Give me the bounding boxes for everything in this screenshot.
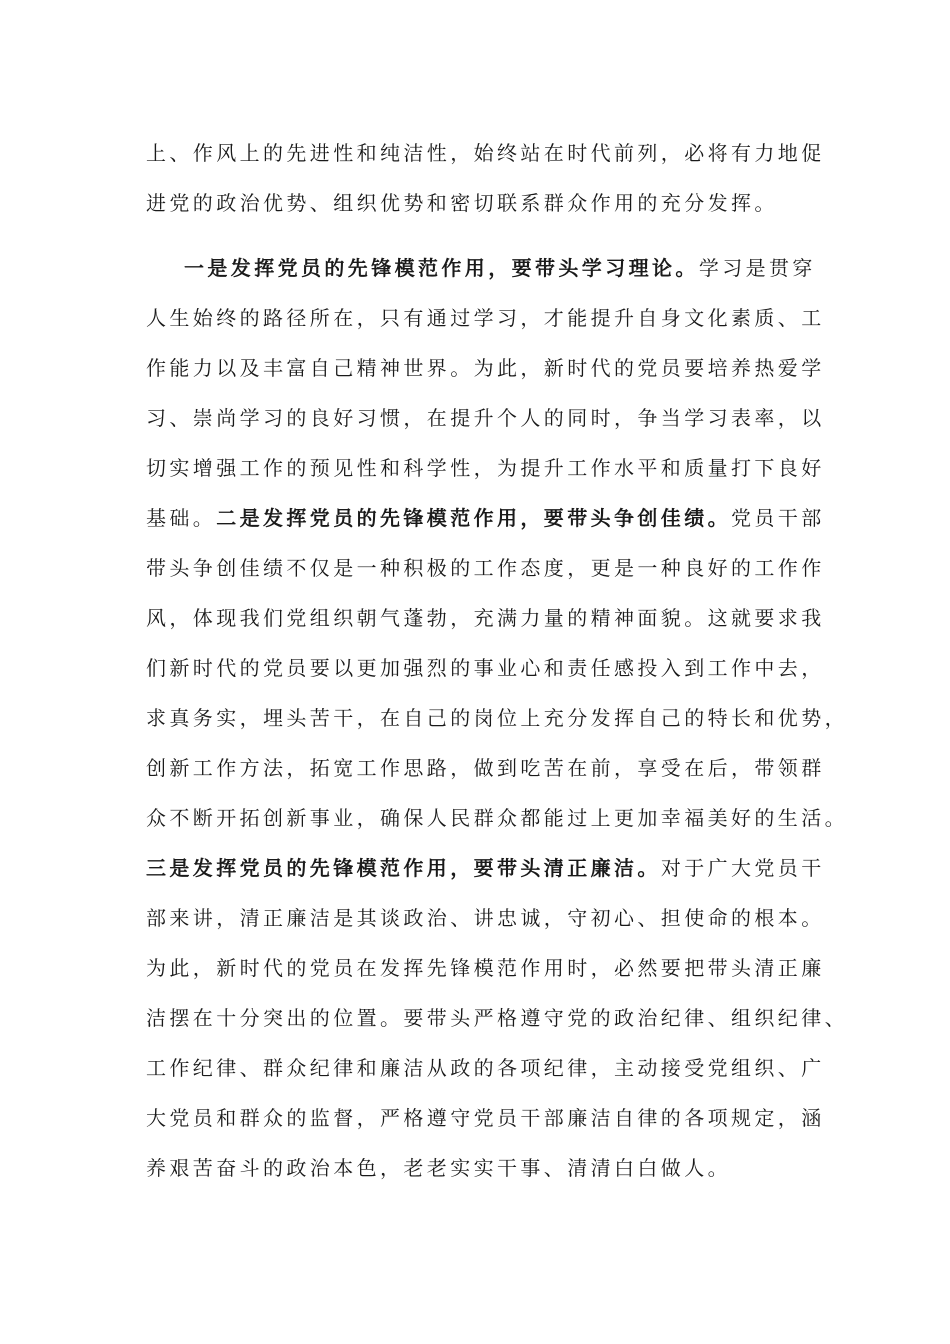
- text-line: [146, 503, 825, 533]
- body-text: 对于广大党员干: [660, 856, 825, 880]
- text-line: [146, 653, 825, 683]
- body-text: 们新时代的党员要以更加强烈的事业心和责任感投入到工作中去，: [146, 656, 825, 680]
- body-text: 党员干部: [731, 506, 825, 530]
- bold-heading-text: 一是发挥党员的先锋模范作用，要带头学习理论。: [184, 256, 699, 280]
- body-text: 众不断开拓创新事业，确保人民群众都能过上更加幸福美好的生活。: [146, 806, 848, 830]
- body-text: 工作纪律、群众纪律和廉洁从政的各项纪律，主动接受党组织、广: [146, 1056, 825, 1080]
- body-text: 切实增强工作的预见性和科学性，为提升工作水平和质量打下良好: [146, 456, 825, 480]
- bold-heading-text: 二是发挥党员的先锋模范作用，要带头争创佳绩。: [216, 506, 732, 530]
- body-text: 人生始终的路径所在，只有通过学习，才能提升自身文化素质、工: [146, 306, 825, 330]
- body-text: 带头争创佳绩不仅是一种积极的工作态度，更是一种良好的工作作: [146, 556, 825, 580]
- text-line: [146, 803, 848, 833]
- body-text: 部来讲，清正廉洁是其谈政治、讲忠诚，守初心、担使命的根本。: [146, 906, 825, 930]
- body-text: 创新工作方法，拓宽工作思路，做到吃苦在前，享受在后，带领群: [146, 756, 825, 780]
- body-text: 上、作风上的先进性和纯洁性，始终站在时代前列，必将有力地促: [146, 141, 825, 165]
- text-line: [146, 853, 825, 883]
- text-line: [146, 353, 825, 383]
- text-line: [146, 138, 825, 168]
- text-line: [146, 753, 825, 783]
- body-text: 作能力以及丰富自己精神世界。为此，新时代的党员要培养热爱学: [146, 356, 825, 380]
- body-text: 基础。: [146, 506, 217, 530]
- body-text: 洁摆在十分突出的位置。要带头严格遵守党的政治纪律、组织纪律、: [146, 1006, 848, 1030]
- body-text: 为此，新时代的党员在发挥先锋模范作用时，必然要把带头清正廉: [146, 956, 825, 980]
- text-line: [146, 1153, 731, 1183]
- body-text: 求真务实，埋头苦干，在自己的岗位上充分发挥自己的特长和优势，: [146, 706, 848, 730]
- text-line: [146, 303, 825, 333]
- text-line: [146, 1003, 848, 1033]
- text-line: [146, 403, 825, 433]
- paragraph-first-line: [184, 253, 816, 283]
- text-line: [146, 453, 825, 483]
- text-line: [146, 1103, 825, 1133]
- text-line: [146, 953, 825, 983]
- body-text: 风，体现我们党组织朝气蓬勃，充满力量的精神面貌。这就要求我: [146, 606, 825, 630]
- text-line: [146, 188, 778, 218]
- text-line: [146, 703, 848, 733]
- text-line: [146, 603, 825, 633]
- body-text: 习、崇尚学习的良好习惯，在提升个人的同时，争当学习表率，以: [146, 406, 825, 430]
- text-line: [146, 1053, 825, 1083]
- body-text: 养艰苦奋斗的政治本色，老老实实干事、清清白白做人。: [146, 1156, 731, 1180]
- bold-heading-text: 三是发挥党员的先锋模范作用，要带头清正廉洁。: [146, 856, 661, 880]
- body-text: 进党的政治优势、组织优势和密切联系群众作用的充分发挥。: [146, 191, 778, 215]
- body-text: 学习是贯穿: [698, 256, 816, 280]
- text-line: [146, 553, 825, 583]
- body-text: 大党员和群众的监督，严格遵守党员干部廉洁自律的各项规定，涵: [146, 1106, 825, 1130]
- text-line: [146, 903, 825, 933]
